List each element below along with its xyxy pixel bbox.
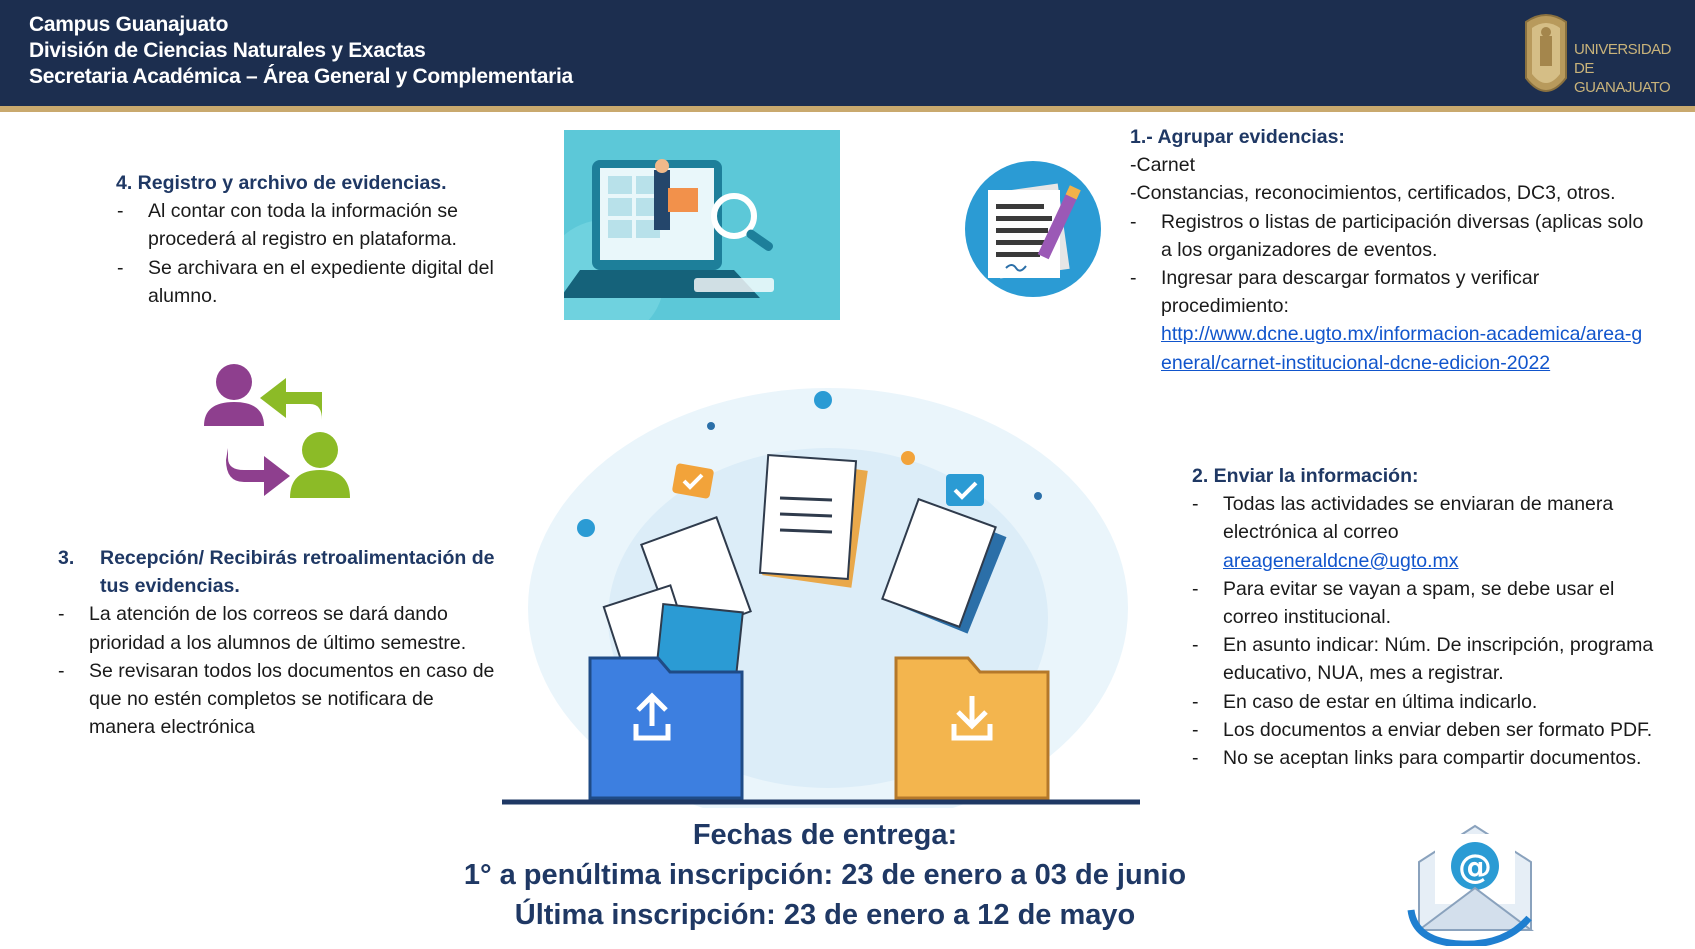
list-item: - La atención de los correos se dará dando prioridad a los alumnos de último semestre. — [58, 600, 500, 656]
list-item: - Registros o listas de participación diversas (aplicas solo a los organizadores de eventos. — [1130, 208, 1652, 264]
logo-text-2: GUANAJUATO — [1574, 79, 1671, 96]
section-registro-title: 4. Registro y archivo de evidencias. — [116, 172, 447, 194]
section-registro-list — [117, 197, 546, 310]
section-recepcion-list — [58, 600, 500, 741]
list-item: - En caso de estar en última indicarlo. — [1192, 688, 1662, 716]
section-enviar-title: 2. Enviar la información: — [1192, 465, 1419, 487]
section-enviar — [1192, 462, 1662, 772]
list-item: - Al contar con toda la información se procederá al registro en plataforma. — [117, 197, 546, 253]
laptop-files-icon — [564, 130, 840, 320]
section-agrupar-title: 1.- Agrupar evidencias: — [1130, 126, 1345, 148]
carnet-link[interactable]: http://www.dcne.ugto.mx/informacion-academica/area-general/carnet-institucional-dcne-edicion-2022 — [1161, 323, 1643, 374]
enviar-correo-text: Todas las actividades se enviaran de manera electrónica al correo — [1223, 493, 1614, 544]
section-recepcion-number: 3. — [58, 547, 75, 569]
header-text — [29, 12, 573, 90]
folders-transfer-icon — [498, 378, 1158, 808]
header-line-division: División de Ciencias Naturales y Exactas — [29, 39, 426, 62]
section-enviar-list — [1192, 490, 1662, 772]
list-item: - No se aceptan links para compartir documentos. — [1192, 744, 1662, 772]
agrupar-ingresar-text: Ingresar para descargar formatos y verificar procedimiento: — [1161, 267, 1540, 318]
list-item: - Para evitar se vayan a spam, se debe usar el correo institucional. — [1192, 575, 1662, 631]
documents-pen-icon — [964, 160, 1102, 298]
section-recepcion-title — [58, 544, 500, 600]
list-item: - Los documentos a enviar deben ser formato PDF. — [1192, 716, 1662, 744]
section-agrupar-list — [1130, 208, 1652, 377]
list-item — [1192, 490, 1662, 575]
fechas-line2: Última inscripción: 23 de enero a 12 de mayo — [514, 899, 1136, 931]
list-item — [1130, 264, 1652, 377]
section-agrupar — [1130, 123, 1652, 377]
header-bar — [0, 0, 1695, 112]
list-item: - Se archivara en el expediente digital del alumno. — [117, 254, 546, 310]
university-logo — [1520, 8, 1690, 106]
header-line-campus: Campus Guanajuato — [29, 13, 229, 36]
university-seal-icon — [1520, 8, 1572, 104]
email-at-icon — [1405, 818, 1545, 946]
fechas-entrega — [430, 815, 1220, 935]
agrupar-constancias: -Constancias, reconocimientos, certificados, DC3, otros. — [1130, 182, 1616, 205]
section-recepcion — [58, 544, 500, 741]
svg-text:@: @ — [1458, 847, 1492, 887]
fechas-title: Fechas de entrega: — [692, 819, 958, 851]
header-line-secretaria: Secretaria Académica – Área General y Complementaria — [29, 65, 573, 88]
logo-text-1: UNIVERSIDAD DE — [1574, 41, 1672, 77]
agrupar-carnet: -Carnet — [1130, 154, 1196, 177]
exchange-users-icon — [204, 362, 356, 502]
email-link[interactable]: areageneraldcne@ugto.mx — [1223, 549, 1459, 572]
list-item: - Se revisaran todos los documentos en caso de que no estén completos se notificara de manera electrónica — [58, 657, 500, 742]
fechas-line1: 1° a penúltima inscripción: 23 de enero a 03 de junio — [463, 859, 1187, 891]
list-item: - En asunto indicar: Núm. De inscripción, programa educativo, NUA, mes a registrar. — [1192, 631, 1662, 687]
section-recepcion-title-text: Recepción/ Recibirás retroalimentación de tus evidencias. — [100, 547, 495, 598]
section-registro — [116, 169, 546, 310]
